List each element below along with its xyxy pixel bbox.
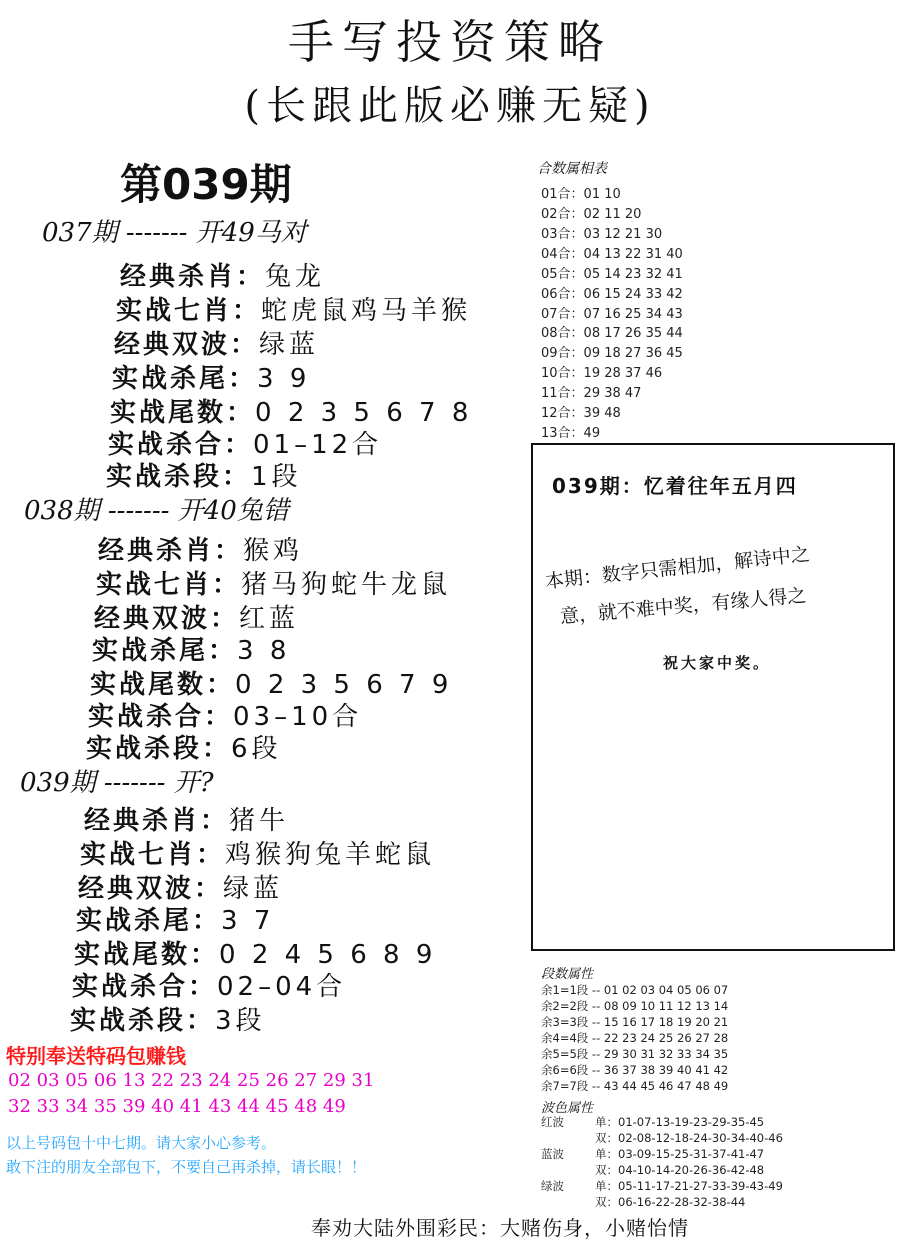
period-037-head: 037期 ------- 开49马对 bbox=[42, 218, 307, 248]
special-note-1: 以上号码包十中七期。请大家小心参考。 bbox=[6, 1134, 277, 1152]
footer-advice: 奉劝大陆外围彩民：大赌伤身，小赌怡情 bbox=[311, 1216, 689, 1240]
he-table-row: 07合：07 16 25 34 43 bbox=[541, 307, 683, 322]
he-table-row: 09合：09 18 27 36 45 bbox=[541, 346, 683, 361]
period-037-row-kill-segment: 实战杀段：1段 bbox=[106, 462, 302, 492]
period-037-row-kill-he: 实战杀合：01–12合 bbox=[108, 430, 383, 460]
wave-row: 蓝波 bbox=[541, 1147, 564, 1161]
period-039-row-kill-zodiac: 经典杀肖：猪牛 bbox=[84, 806, 290, 836]
poem-hint-line2: 意，就不难中奖，有缘人得之 bbox=[559, 584, 808, 628]
special-numbers-line1: 02 03 05 06 13 22 23 24 25 26 27 29 31 bbox=[8, 1070, 375, 1091]
period-038-row-kill-he: 实战杀合：03–10合 bbox=[88, 702, 363, 732]
page-title: 手写投资策略 bbox=[288, 15, 612, 69]
poem-hint-line1: 本期：数字只需相加，解诗中之 bbox=[544, 543, 811, 593]
wave-row-values: 单：03-09-15-25-31-37-41-47 bbox=[595, 1147, 765, 1161]
period-037-row-double-wave: 经典双波：绿蓝 bbox=[114, 330, 320, 360]
period-039-head: 039期 ------- 开? bbox=[20, 768, 214, 798]
segment-row: 余6=6段 -- 36 37 38 39 40 41 42 bbox=[541, 1063, 729, 1077]
period-038-row-double-wave: 经典双波：红蓝 bbox=[94, 604, 300, 634]
he-table-row: 06合：06 15 24 33 42 bbox=[541, 287, 683, 302]
poem-title: 039期：忆着往年五月四 bbox=[552, 474, 798, 498]
he-table-row: 10合：19 28 37 46 bbox=[541, 366, 663, 381]
segment-table-title: 段数属性 bbox=[541, 967, 594, 982]
he-table-row: 02合：02 11 20 bbox=[541, 207, 642, 222]
segment-row: 余7=7段 -- 43 44 45 46 47 48 49 bbox=[541, 1079, 729, 1093]
issue-number: 第039期 bbox=[120, 160, 292, 209]
period-037-row-kill-zodiac: 经典杀肖：兔龙 bbox=[120, 262, 326, 292]
wave-row-values: 双：02-08-12-18-24-30-34-40-46 bbox=[595, 1131, 783, 1145]
period-038-row-seven-zodiac: 实战七肖：猪马狗蛇牛龙鼠 bbox=[96, 570, 452, 600]
he-table-row: 03合：03 12 21 30 bbox=[541, 227, 663, 242]
he-table-row: 13合：49 bbox=[541, 426, 601, 441]
period-039-row-seven-zodiac: 实战七肖：鸡猴狗兔羊蛇鼠 bbox=[80, 840, 436, 870]
he-table-row: 01合：01 10 bbox=[541, 187, 621, 202]
he-table-row: 04合：04 13 22 31 40 bbox=[541, 247, 683, 262]
he-table-row: 11合：29 38 47 bbox=[541, 386, 642, 401]
period-037-row-kill-tail: 实战杀尾：3 9 bbox=[112, 364, 311, 394]
period-037-row-tail-digits: 实战尾数：0 2 3 5 6 7 8 bbox=[110, 398, 473, 428]
period-038-row-tail-digits: 实战尾数：0 2 3 5 6 7 9 bbox=[90, 670, 453, 700]
period-039-row-kill-he: 实战杀合：02–04合 bbox=[72, 972, 347, 1002]
wave-row-values: 双：06-16-22-28-32-38-44 bbox=[595, 1195, 746, 1209]
he-table-row: 08合：08 17 26 35 44 bbox=[541, 326, 683, 341]
period-037-row-seven-zodiac: 实战七肖：蛇虎鼠鸡马羊猴 bbox=[116, 296, 472, 326]
special-numbers-line2: 32 33 34 35 39 40 41 43 44 45 48 49 bbox=[8, 1096, 346, 1117]
period-039-row-tail-digits: 实战尾数：0 2 4 5 6 8 9 bbox=[74, 940, 437, 970]
period-039-row-kill-tail: 实战杀尾：3 7 bbox=[76, 906, 275, 936]
segment-row: 余5=5段 -- 29 30 31 32 33 34 35 bbox=[541, 1047, 729, 1061]
wave-row-values: 单：05-11-17-21-27-33-39-43-49 bbox=[595, 1179, 783, 1193]
period-038-row-kill-tail: 实战杀尾：3 8 bbox=[92, 636, 291, 666]
poem-box bbox=[531, 443, 895, 951]
segment-row: 余3=3段 -- 15 16 17 18 19 20 21 bbox=[541, 1015, 729, 1029]
he-table-row: 05合：05 14 23 32 41 bbox=[541, 267, 683, 282]
special-title: 特别奉送特码包赚钱 bbox=[6, 1044, 186, 1068]
wave-row: 红波 bbox=[541, 1115, 564, 1129]
period-038-row-kill-segment: 实战杀段：6段 bbox=[86, 734, 282, 764]
wave-table-title: 波色属性 bbox=[541, 1101, 594, 1116]
segment-row: 余1=1段 -- 01 02 03 04 05 06 07 bbox=[541, 983, 729, 997]
special-note-2: 敢下注的朋友全部包下，不要自己再杀掉，请长眼！！ bbox=[6, 1158, 367, 1176]
page-subtitle: (长跟此版必赚无疑) bbox=[244, 83, 656, 129]
wave-row-values: 单：01-07-13-19-23-29-35-45 bbox=[595, 1115, 765, 1129]
period-038-row-kill-zodiac: 经典杀肖：猴鸡 bbox=[98, 536, 304, 566]
wave-row: 绿波 bbox=[541, 1179, 564, 1193]
period-039-row-double-wave: 经典双波：绿蓝 bbox=[78, 874, 284, 904]
segment-row: 余4=4段 -- 22 23 24 25 26 27 28 bbox=[541, 1031, 729, 1045]
segment-row: 余2=2段 -- 08 09 10 11 12 13 14 bbox=[541, 999, 729, 1013]
period-039-row-kill-segment: 实战杀段：3段 bbox=[70, 1006, 266, 1036]
poem-wish: 祝大家中奖。 bbox=[663, 654, 772, 672]
period-038-head: 038期 ------- 开40兔错 bbox=[24, 496, 289, 526]
he-table-title: 合数属相表 bbox=[537, 161, 607, 177]
wave-row-values: 双：04-10-14-20-26-36-42-48 bbox=[595, 1163, 765, 1177]
he-table-row: 12合：39 48 bbox=[541, 406, 621, 421]
